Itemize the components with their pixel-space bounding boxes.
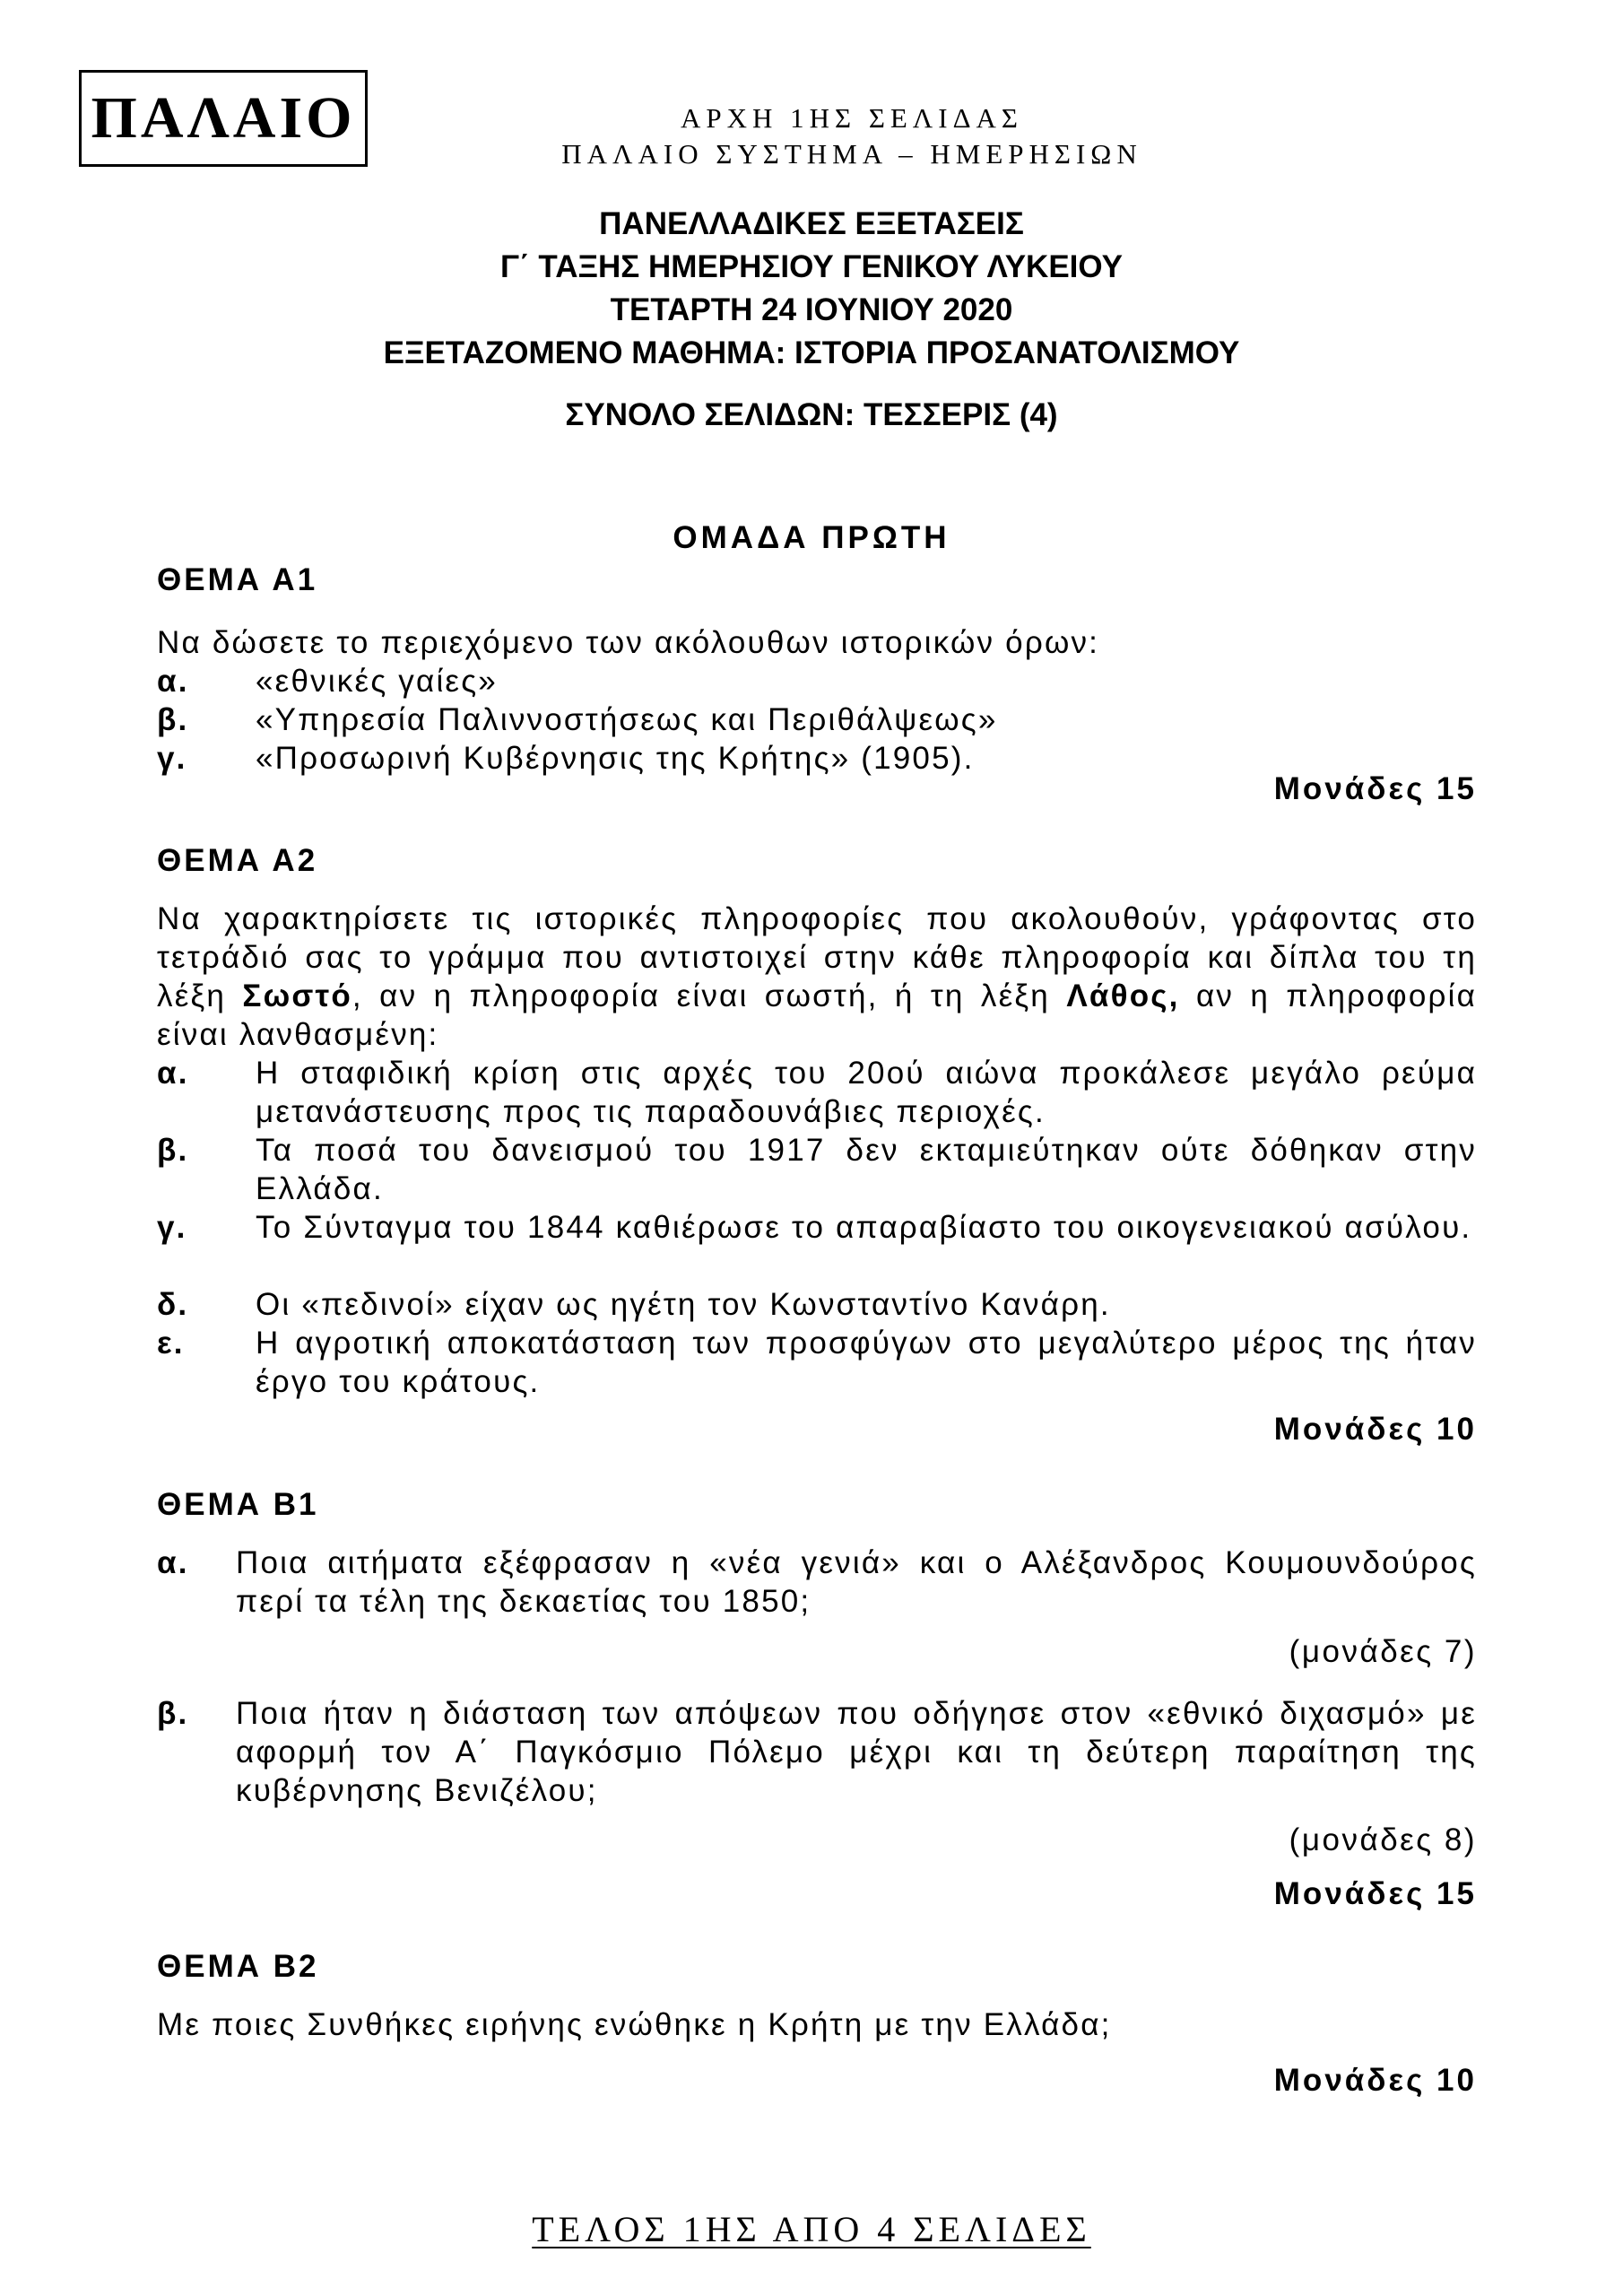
item-text: Ποια αιτήματα εξέφρασαν η «νέα γενιά» και ο Αλέξανδρος Κουμουνδούρος περί τα τέλη της δεκαετίας του 1850; — [236, 1545, 1477, 1619]
item-text: Η σταφιδική κρίση στις αρχές του 20ού αιώνα προκάλεσε μεγάλο ρεύμα μετανάστευσης προς τις παραδουνάβιες περιοχές. — [256, 1056, 1477, 1129]
theme-a2-title: ΘΕΜΑ Α2 — [157, 843, 318, 878]
item-marker: γ. — [157, 741, 187, 776]
intro-text: , αν η πληροφορία είναι σωστή, ή τη λέξη — [352, 978, 1067, 1013]
exam-header-page-count: ΣΥΝΟΛΟ ΣΕΛΙΔΩΝ: ΤΕΣΣΕΡΙΣ (4) — [565, 397, 1058, 432]
item-text: Ποια ήταν η διάσταση των απόψεων που οδήγησε στον «εθνικό διχασμό» με αφορμή τον Α΄ Παγκόσμιο Πόλεμο μέχρι και τη δεύτερη παραίτηση της κυβέρνησης Βενιζέλου; — [236, 1696, 1477, 1808]
theme-a1-title: ΘΕΜΑ Α1 — [157, 562, 318, 597]
item-text: Η αγροτική αποκατάσταση των προσφύγων στο μεγαλύτερο μέρος της ήταν έργο του κράτους. — [256, 1326, 1477, 1399]
item-marker: β. — [157, 1133, 189, 1168]
page-marker-line-2: ΠΑΛΑΙΟ ΣΥΣΤΗΜΑ – ΗΜΕΡΗΣΙΩΝ — [561, 138, 1142, 170]
item-text: Τα ποσά του δανεισμού του 1917 δεν εκταμιεύτηκαν ούτε δόθηκαν στην Ελλάδα. — [256, 1133, 1477, 1206]
item-marker: α. — [157, 1545, 189, 1580]
page-marker — [502, 100, 1202, 172]
intro-bold-correct: Σωστό — [242, 978, 352, 1013]
exam-header-subject: ΕΞΕΤΑΖΟΜΕΝΟ ΜΑΘΗΜΑ: ΙΣΤΟΡΙΑ ΠΡΟΣΑΝΑΤΟΛΙΣΜΟΥ — [383, 335, 1240, 370]
intro-text: αν η πληροφορία είναι λανθασμένη: — [157, 978, 1478, 1052]
theme-a2-intro — [157, 900, 1477, 1054]
item-text: «Υπηρεσία Παλιννοστήσεως και Περιθάλψεως» — [256, 702, 998, 737]
item-marker: α. — [157, 664, 189, 699]
exam-header-line-1: ΠΑΝΕΛΛΑΔΙΚΕΣ ΕΞΕΤΑΣΕΙΣ — [599, 206, 1024, 241]
theme-b1-item-b-units: (μονάδες 8) — [1289, 1822, 1477, 1857]
theme-a1-intro: Να δώσετε το περιεχόμενο των ακόλουθων ιστορικών όρων: — [157, 625, 1100, 660]
item-text: «εθνικές γαίες» — [256, 664, 498, 699]
intro-text: Να χαρακτηρίσετε τις ιστορικές πληροφορίες που ακολουθούν, γράφοντας στο τετράδιό σας το γράμμα που αντιστοιχεί στην κάθε πληροφορία και δίπλα του τη λέξη — [157, 901, 1477, 1013]
theme-b1-units: Μονάδες 15 — [1273, 1876, 1477, 1911]
theme-b2-units: Μονάδες 10 — [1273, 2063, 1477, 2098]
exam-header-date: ΤΕΤΑΡΤΗ 24 ΙΟΥΝΙΟΥ 2020 — [610, 292, 1013, 327]
theme-a2-units: Μονάδες 10 — [1273, 1412, 1477, 1447]
item-text: Οι «πεδινοί» είχαν ως ηγέτη τον Κωνσταντίνο Κανάρη. — [256, 1287, 1111, 1322]
old-system-stamp: ΠΑΛΑΙΟ — [79, 70, 368, 167]
page-footer: ΤΕΛΟΣ 1ΗΣ ΑΠΟ 4 ΣΕΛΙΔΕΣ — [532, 2209, 1091, 2249]
group-title: ΟΜΑΔΑ ΠΡΩΤΗ — [673, 520, 950, 555]
theme-b1-title: ΘΕΜΑ Β1 — [157, 1487, 319, 1522]
page-marker-line-1: ΑΡΧΗ 1ΗΣ ΣΕΛΙΔΑΣ — [681, 102, 1023, 134]
item-marker: ε. — [157, 1326, 185, 1361]
item-marker: γ. — [157, 1210, 187, 1245]
item-marker: δ. — [157, 1287, 189, 1322]
item-text: Το Σύνταγμα του 1844 καθιέρωσε το απαραβίαστο του οικογενειακού ασύλου. — [256, 1210, 1472, 1245]
theme-b2-question: Με ποιες Συνθήκες ειρήνης ενώθηκε η Κρήτη με την Ελλάδα; — [157, 2007, 1112, 2042]
item-marker: β. — [157, 1696, 189, 1731]
intro-bold-wrong: Λάθος, — [1066, 978, 1180, 1013]
item-text: «Προσωρινή Κυβέρνησις της Κρήτης» (1905). — [256, 741, 975, 776]
exam-header-line-2: Γ΄ ΤΑΞΗΣ ΗΜΕΡΗΣΙΟΥ ΓΕΝΙΚΟΥ ΛΥΚΕΙΟΥ — [500, 249, 1123, 284]
theme-b1-item-a-units: (μονάδες 7) — [1289, 1634, 1477, 1669]
theme-b2-title: ΘΕΜΑ Β2 — [157, 1949, 319, 1984]
item-marker: α. — [157, 1056, 189, 1091]
item-marker: β. — [157, 702, 189, 737]
theme-a1-units: Μονάδες 15 — [1273, 771, 1477, 806]
